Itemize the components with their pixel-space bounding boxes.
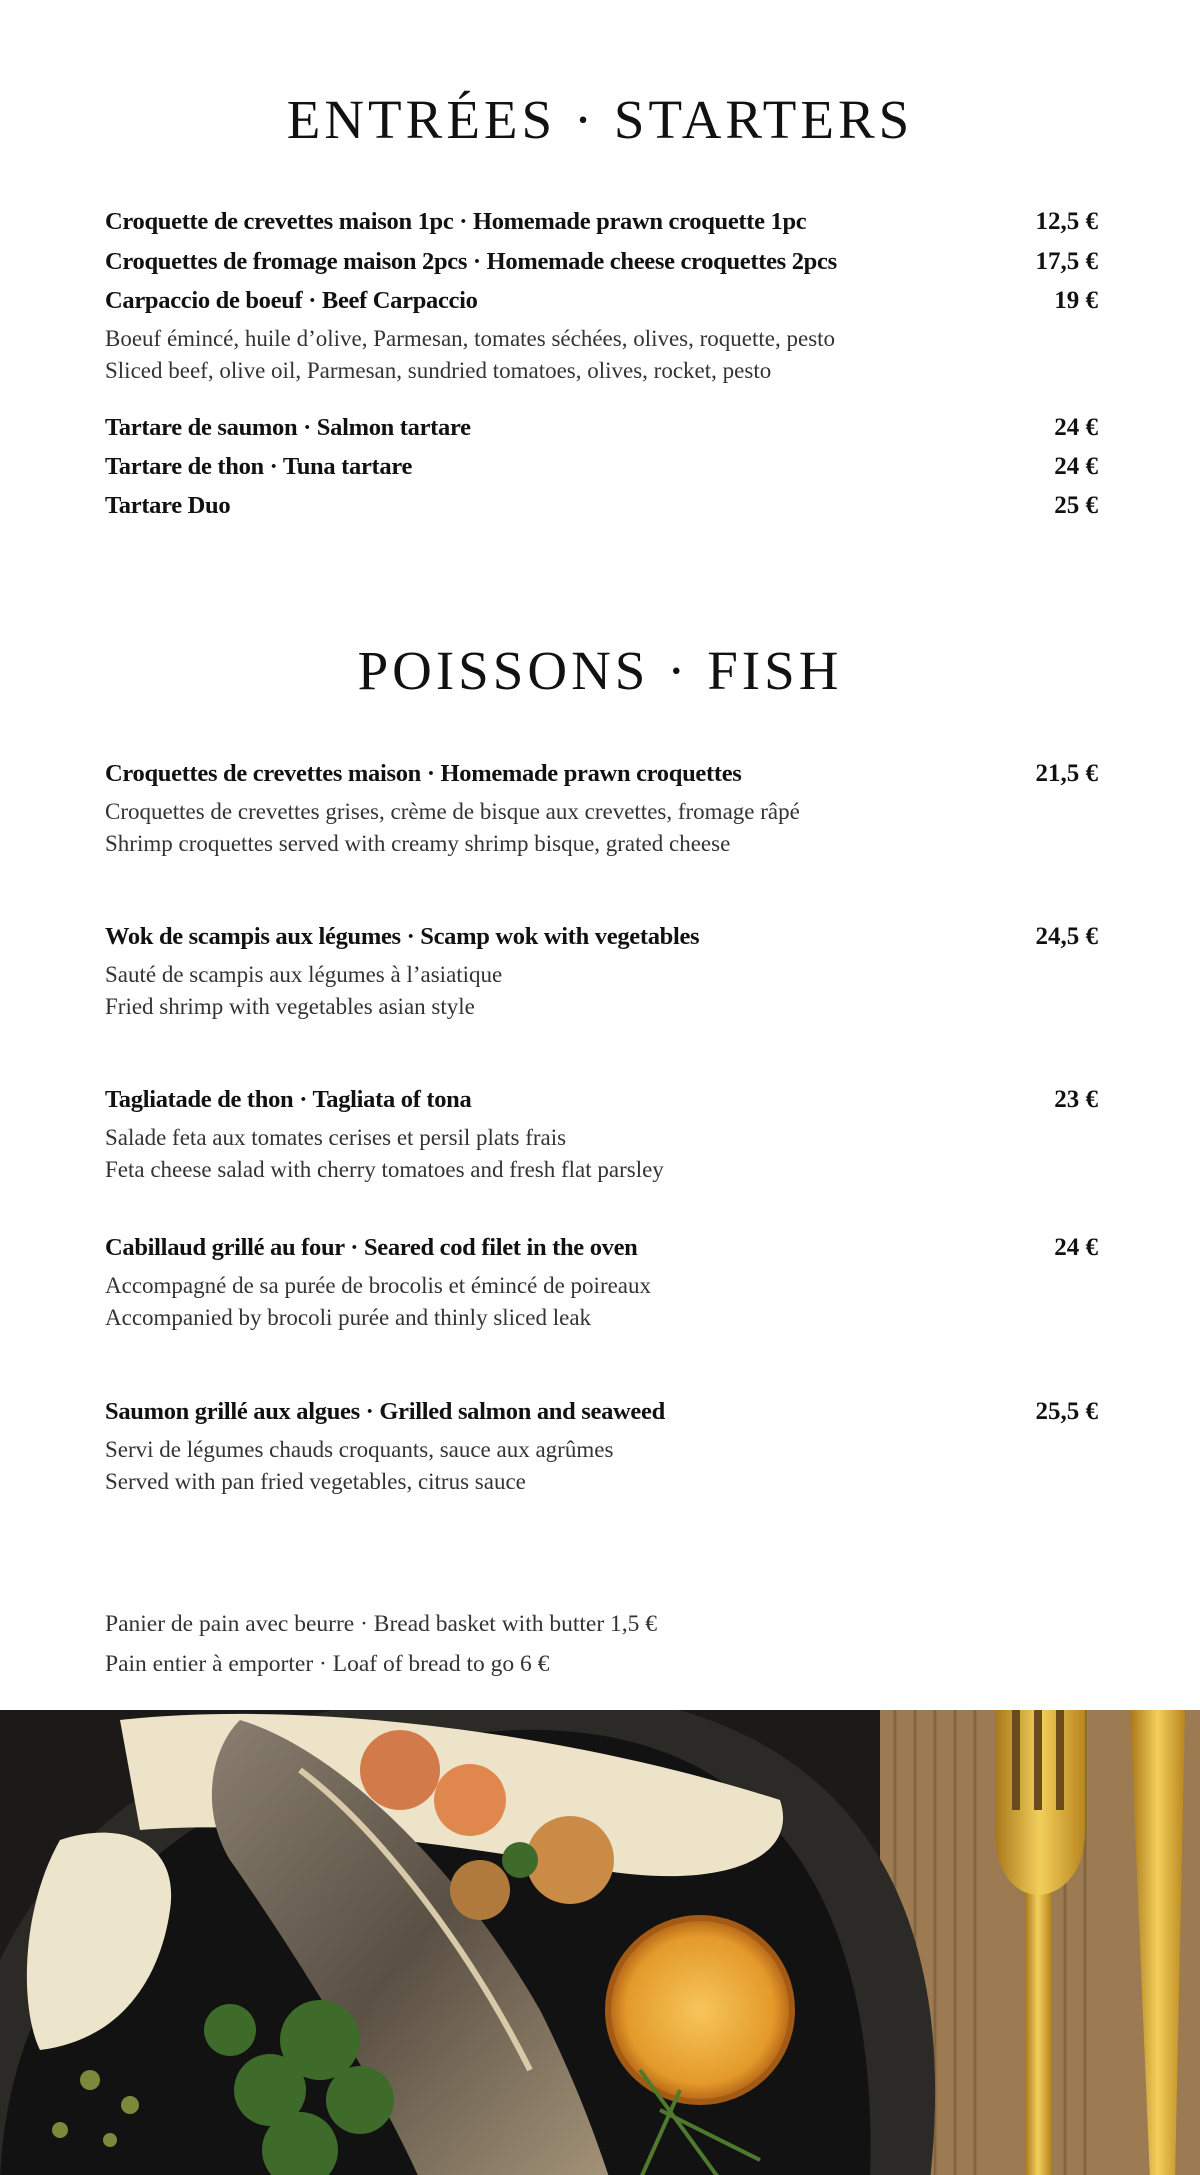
menu-item: [105, 205, 1098, 239]
menu-item: [105, 245, 1098, 279]
dish-name: Croquettes de crevettes maison · Homemade prawn croquettes: [105, 760, 742, 787]
dish-description-en: Fried shrimp with vegetables asian style: [105, 994, 475, 1019]
fish-plate-photo: [0, 1710, 1200, 2175]
dish-name: Saumon grillé aux algues · Grilled salmon and seaweed: [105, 1398, 665, 1425]
dish-description-en: Served with pan fried vegetables, citrus sauce: [105, 1469, 526, 1494]
dish-price: 21,5 €: [1035, 760, 1098, 787]
dish-name: Wok de scampis aux légumes · Scamp wok with vegetables: [105, 923, 700, 950]
dish-description-en: Sliced beef, olive oil, Parmesan, sundried tomatoes, olives, rocket, pesto: [105, 358, 772, 383]
dish-name: Carpaccio de boeuf · Beef Carpaccio: [105, 287, 478, 314]
dish-name: Croquette de crevettes maison 1pc · Homemade prawn croquette 1pc: [105, 208, 807, 235]
dish-name: Cabillaud grillé au four · Seared cod filet in the oven: [105, 1234, 638, 1261]
dish-price: 24 €: [1054, 453, 1098, 480]
dish-price: 24,5 €: [1035, 923, 1098, 950]
menu-item: [105, 411, 1098, 445]
dish-price: 17,5 €: [1035, 248, 1098, 275]
menu-item: [105, 489, 1098, 523]
dish-description-en: Shrimp croquettes served with creamy shrimp bisque, grated cheese: [105, 831, 731, 856]
bread-basket-note: Panier de pain avec beurre · Bread basket with butter 1,5 €: [105, 1611, 658, 1637]
menu-item: [105, 450, 1098, 484]
menu-item: [105, 920, 1098, 1023]
loaf-to-go-note: Pain entier à emporter · Loaf of bread to go 6 €: [105, 1651, 550, 1677]
dish-price: 25 €: [1054, 492, 1098, 519]
photo-illustration: [0, 1710, 1200, 2175]
menu-item: [105, 1231, 1098, 1334]
dish-description-fr: Croquettes de crevettes grises, crème de bisque aux crevettes, fromage râpé: [105, 799, 800, 824]
dish-description-fr: Sauté de scampis aux légumes à l’asiatique: [105, 962, 503, 987]
dish-price: 25,5 €: [1035, 1398, 1098, 1425]
dish-price: 24 €: [1054, 414, 1098, 441]
menu-item: [105, 757, 1098, 860]
menu-item: [105, 1395, 1098, 1498]
dish-price: 23 €: [1054, 1086, 1098, 1113]
dish-price: 19 €: [1054, 287, 1098, 314]
menu-item: [105, 284, 1098, 387]
dish-description-fr: Salade feta aux tomates cerises et persil plats frais: [105, 1125, 567, 1150]
dish-price: 12,5 €: [1035, 208, 1098, 235]
dish-description-en: Accompanied by brocoli purée and thinly sliced leak: [105, 1305, 592, 1330]
dish-description-en: Feta cheese salad with cherry tomatoes and fresh flat parsley: [105, 1157, 664, 1182]
dish-description-fr: Accompagné de sa purée de brocolis et émincé de poireaux: [105, 1273, 652, 1298]
dish-name: Tartare de thon · Tuna tartare: [105, 453, 413, 480]
dish-description-fr: Boeuf émincé, huile d’olive, Parmesan, tomates séchées, olives, roquette, pesto: [105, 326, 836, 351]
starters-heading: ENTRÉES · STARTERS: [286, 89, 914, 150]
dish-price: 24 €: [1054, 1234, 1098, 1261]
dish-name: Tagliatade de thon · Tagliata of tona: [105, 1086, 472, 1113]
dish-name: Tartare de saumon · Salmon tartare: [105, 414, 471, 441]
menu-item: [105, 1083, 1098, 1186]
fish-heading: POISSONS · FISH: [357, 640, 843, 701]
dish-name: Croquettes de fromage maison 2pcs · Homemade cheese croquettes 2pcs: [105, 248, 837, 275]
dish-description-fr: Servi de légumes chauds croquants, sauce aux agrûmes: [105, 1437, 614, 1462]
dish-name: Tartare Duo: [105, 492, 231, 519]
